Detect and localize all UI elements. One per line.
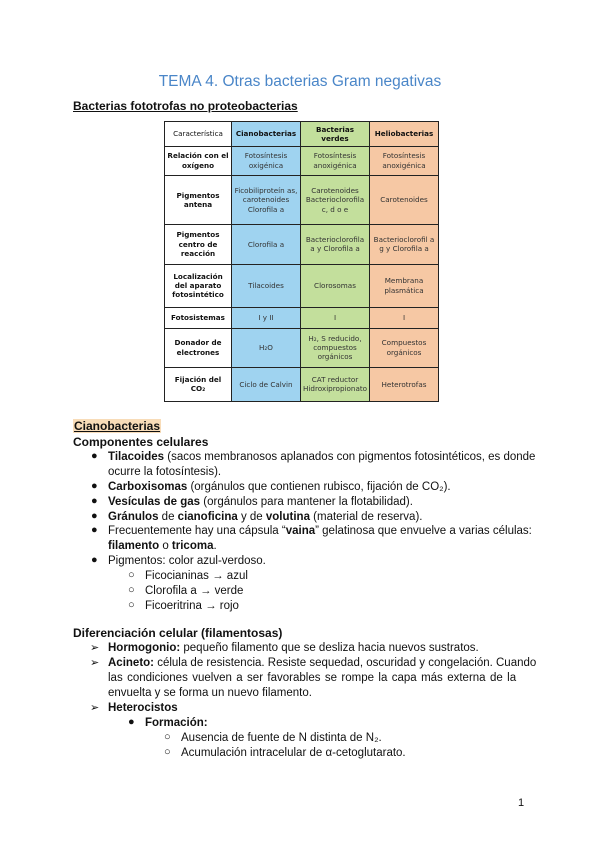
table-cell: H₂, S reducido, compuestos orgánicos bbox=[301, 328, 370, 367]
bullet-dot: ● bbox=[91, 495, 98, 507]
table-cell: Fijación del CO₂ bbox=[165, 367, 232, 401]
list-item: Tilacoides (sacos membranosos aplanados con pigmentos fotosintéticos, es donde bbox=[108, 451, 536, 463]
bullet-circle: ○ bbox=[164, 746, 171, 758]
arrow-bullet-icon: ➢ bbox=[90, 702, 100, 714]
bullet-dot: ● bbox=[91, 510, 98, 522]
table-row bbox=[165, 175, 439, 225]
table-cell: H₂O bbox=[232, 328, 301, 367]
table-cell: I bbox=[301, 307, 370, 328]
sub-sub-list-item: Ausencia de fuente de N distinta de N₂. bbox=[181, 732, 382, 744]
bullet-dot: ● bbox=[128, 716, 135, 728]
bullet-circle: ○ bbox=[164, 731, 171, 743]
sub-sub-list-item: Acumulación intracelular de α-cetoglutarato. bbox=[181, 747, 406, 759]
list-item: Carboxisomas (orgánulos que contienen rubisco, fijación de CO₂). bbox=[108, 481, 451, 493]
table-cell: I y II bbox=[232, 307, 301, 328]
table-cell: Clorosomas bbox=[301, 264, 370, 307]
table-cell: Carotenoides bbox=[370, 175, 439, 225]
table-cell: Localización del aparato fotosintético bbox=[165, 264, 232, 307]
bullet-dot: ● bbox=[91, 450, 98, 462]
table-header-cell: Heliobacterias bbox=[370, 122, 439, 147]
table-cell: Pigmentos centro de reacción bbox=[165, 225, 232, 264]
bullet-circle: ○ bbox=[128, 569, 135, 581]
table-cell: Membrana plasmática bbox=[370, 264, 439, 307]
list-item: Frecuentemente hay una cápsula “vaina” gelatinosa que envuelve a varias células: bbox=[108, 525, 532, 537]
table-cell: Heterotrofas bbox=[370, 367, 439, 401]
subheading-diferenciacion: Diferenciación celular (filamentosas) bbox=[73, 626, 283, 640]
table-row bbox=[165, 367, 439, 401]
list-item-continuation: envuelta y se forma un nuevo filamento. bbox=[108, 687, 312, 699]
table-cell: Fotosistemas bbox=[165, 307, 232, 328]
comparison-table bbox=[164, 121, 439, 402]
list-item-continuation: filamento o tricoma. bbox=[108, 540, 217, 552]
table-row bbox=[165, 225, 439, 264]
list-item-continuation: las condiciones vuelven a ser favorables se rompe la capa más externa de la bbox=[108, 672, 517, 684]
bullet-circle: ○ bbox=[128, 584, 135, 596]
table-cell: Bacterioclorofila a y Clorofila a bbox=[301, 225, 370, 264]
sub-list-item: Ficocianinas → azul bbox=[145, 570, 248, 582]
table-header-cell: Característica bbox=[165, 122, 232, 147]
arrow-bullet-icon: ➢ bbox=[90, 657, 100, 669]
list-item: Vesículas de gas (orgánulos para mantener la flotabilidad). bbox=[108, 496, 413, 508]
table-cell: Fotosíntesis anoxigénica bbox=[370, 146, 439, 175]
table-header-cell: Bacterias verdes bbox=[301, 122, 370, 147]
subheading-componentes: Componentes celulares bbox=[73, 435, 209, 449]
table-row bbox=[165, 264, 439, 307]
table-cell: Ciclo de Calvin bbox=[232, 367, 301, 401]
page-title: TEMA 4. Otras bacterias Gram negativas bbox=[158, 73, 442, 90]
table-cell: Pigmentos antena bbox=[165, 175, 232, 225]
list-item: Gránulos de cianoficina y de volutina (material de reserva). bbox=[108, 511, 423, 523]
table-cell: CAT reductor Hidroxipropionato bbox=[301, 367, 370, 401]
bullet-dot: ● bbox=[91, 554, 98, 566]
page-number: 1 bbox=[518, 797, 525, 809]
table-cell: Clorofila a bbox=[232, 225, 301, 264]
table-cell: Compuestos orgánicos bbox=[370, 328, 439, 367]
list-item: Heterocistos bbox=[108, 702, 178, 714]
table-row bbox=[165, 328, 439, 367]
sub-list-item: Clorofila a → verde bbox=[145, 585, 244, 597]
table-row bbox=[165, 307, 439, 328]
table-cell: Donador de electrones bbox=[165, 328, 232, 367]
table-cell: Bacterioclorofil a g y Clorofila a bbox=[370, 225, 439, 264]
bullet-dot: ● bbox=[91, 524, 98, 536]
table-cell: Fotosíntesis anoxigénica bbox=[301, 146, 370, 175]
bullet-circle: ○ bbox=[128, 599, 135, 611]
table-cell: Tilacoides bbox=[232, 264, 301, 307]
table-row bbox=[165, 146, 439, 175]
sub-list-item: Formación: bbox=[145, 717, 208, 729]
list-item-continuation: ocurre la fotosíntesis). bbox=[108, 466, 222, 478]
arrow-bullet-icon: ➢ bbox=[90, 642, 100, 654]
table-header-cell: Cianobacterias bbox=[232, 122, 301, 147]
table-header-row bbox=[165, 122, 439, 147]
sub-list-item: Ficoeritrina → rojo bbox=[145, 600, 239, 612]
table-cell: Fotosíntesis oxigénica bbox=[232, 146, 301, 175]
table-cell: Carotenoides Bacterioclorofila c, d o e bbox=[301, 175, 370, 225]
bullet-dot: ● bbox=[91, 480, 98, 492]
table-cell: I bbox=[370, 307, 439, 328]
table-cell: Ficobiliproteín as, carotenoides Clorofila a bbox=[232, 175, 301, 225]
table-cell: Relación con el oxígeno bbox=[165, 146, 232, 175]
list-item: Hormogonio: pequeño filamento que se desliza hacia nuevos sustratos. bbox=[108, 642, 479, 654]
list-item: Acineto: célula de resistencia. Resiste sequedad, oscuridad y congelación. Cuando bbox=[108, 657, 537, 669]
section-heading-fototrofas: Bacterias fototrofas no proteobacterias bbox=[73, 99, 298, 113]
list-item: Pigmentos: color azul-verdoso. bbox=[108, 555, 266, 567]
section-heading-cianobacterias: Cianobacterias bbox=[74, 419, 161, 433]
